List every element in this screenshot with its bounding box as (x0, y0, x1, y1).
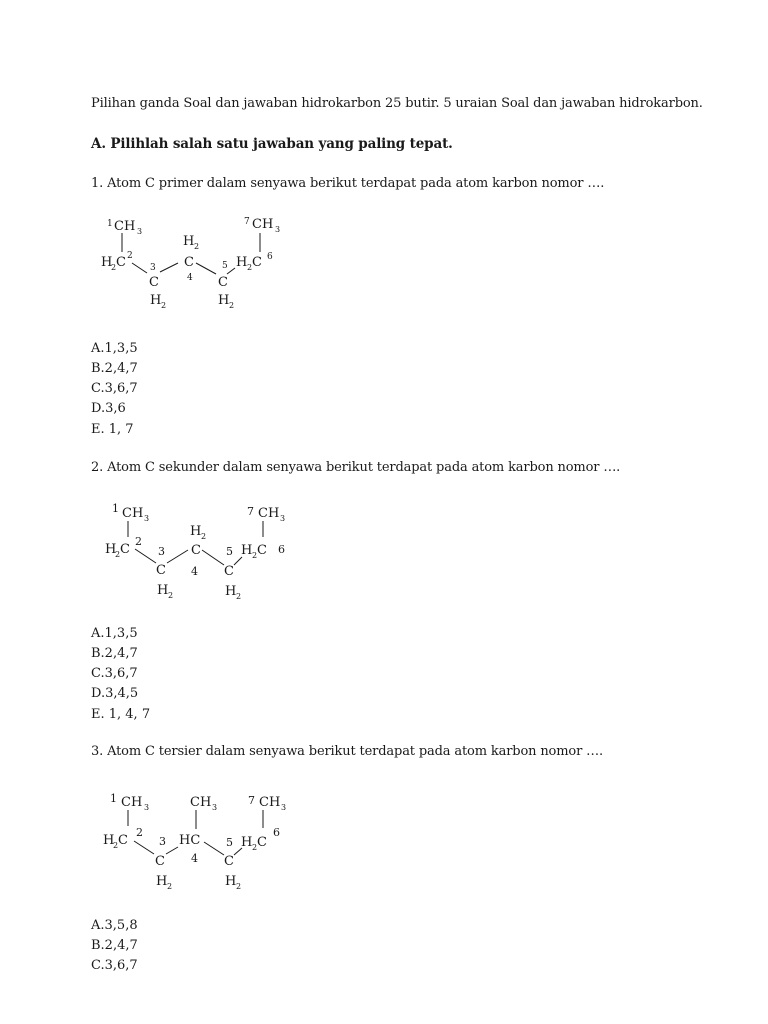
q2-option-b: B.2,4,7 (91, 646, 138, 661)
ch3-label-7: CH (258, 506, 280, 521)
q2-option-a: A.1,3,5 (91, 626, 138, 641)
c4-label: C (191, 543, 201, 558)
carbon-number-4: 4 (191, 565, 198, 578)
carbon-number-5: 5 (226, 836, 233, 849)
structure-diagram-q1 (95, 210, 295, 320)
c3-label: C (149, 275, 159, 290)
subscript-3: 3 (275, 225, 281, 234)
subscript-2: 2 (161, 301, 167, 310)
c4-label: C (184, 255, 194, 270)
h2c-c-label: C (120, 542, 130, 557)
question-1-text: 1. Atom C primer dalam senyawa berikut terdapat pada atom karbon nomor …. (91, 176, 605, 191)
subscript-2: 2 (229, 301, 235, 310)
subscript-2: 2 (113, 841, 119, 850)
question-3-text: 3. Atom C tersier dalam senyawa berikut terdapat pada atom karbon nomor …. (91, 744, 603, 759)
carbon-number-5: 5 (222, 261, 228, 271)
h2c-c-label: C (116, 255, 126, 270)
carbon-number-6: 6 (267, 252, 273, 262)
h2c-c-label: C (118, 833, 128, 848)
question-2-text: 2. Atom C sekunder dalam senyawa berikut terdapat pada atom karbon nomor …. (91, 460, 621, 475)
c5-label: C (224, 854, 234, 869)
subscript-2: 2 (111, 263, 117, 272)
carbon-number-1: 1 (110, 792, 117, 805)
subscript-2: 2 (115, 550, 121, 559)
subscript-3: 3 (144, 514, 150, 523)
subscript-2: 2 (252, 843, 258, 852)
h2-label-c3: H (150, 293, 162, 308)
h2-label-c5: H (225, 874, 237, 889)
c3-label: C (156, 563, 166, 578)
q3-option-b: B.2,4,7 (91, 938, 138, 953)
carbon-number-1: 1 (107, 219, 113, 229)
carbon-number-2: 2 (127, 251, 133, 261)
c5-label: C (218, 275, 228, 290)
bond (166, 847, 178, 854)
subscript-3: 3 (280, 514, 286, 523)
h2c-h-label: H (241, 835, 253, 850)
subscript-3: 3 (281, 803, 287, 812)
carbon-number-7: 7 (247, 505, 254, 518)
carbon-number-4: 4 (187, 273, 193, 283)
carbon-number-5: 5 (226, 545, 233, 558)
h2c-h-label: H (236, 255, 248, 270)
ch3-label-branch: CH (190, 795, 212, 810)
ch3-label-7: CH (259, 795, 281, 810)
structure-diagram-q3 (100, 786, 305, 896)
carbon-number-7: 7 (248, 794, 255, 807)
q3-option-a: A.3,5,8 (91, 918, 138, 933)
subscript-2: 2 (194, 242, 200, 251)
h2c-h-label: H (241, 543, 253, 558)
section-a-heading: A. Pilihlah salah satu jawaban yang paling tepat. (91, 136, 453, 152)
carbon-number-7: 7 (244, 217, 250, 227)
bond (135, 549, 156, 563)
h2c-c-label: C (252, 255, 262, 270)
h2-label-c4: H (183, 234, 195, 249)
carbon-number-6: 6 (278, 543, 285, 556)
subscript-2: 2 (168, 591, 174, 600)
q1-option-a: A.1,3,5 (91, 341, 138, 356)
h2-label-c5: H (225, 584, 237, 599)
ch3-label-1: CH (114, 219, 136, 234)
h2c-h-label: H (101, 255, 113, 270)
h2c-c-label: C (257, 835, 267, 850)
subscript-3: 3 (144, 803, 150, 812)
hc-label-c4: HC (179, 833, 201, 848)
bond (196, 263, 216, 274)
c3-label: C (155, 854, 165, 869)
q2-option-c: C.3,6,7 (91, 666, 138, 681)
h2-label-c4: H (190, 524, 202, 539)
q1-option-d: D.3,6 (91, 401, 126, 416)
c5-label: C (224, 564, 234, 579)
h2c-h-label: H (103, 833, 115, 848)
bond (227, 268, 235, 274)
h2c-h-label: H (105, 542, 117, 557)
subscript-2: 2 (236, 882, 242, 891)
carbon-number-3: 3 (159, 835, 166, 848)
structure-diagram-q2 (100, 497, 300, 607)
h2-label-c3: H (156, 874, 168, 889)
bond (234, 557, 242, 565)
q2-option-e: E. 1, 4, 7 (91, 707, 151, 722)
ch3-label-7: CH (252, 217, 274, 232)
carbon-number-2: 2 (136, 826, 143, 839)
h2c-c-label: C (257, 543, 267, 558)
subscript-2: 2 (236, 592, 242, 601)
subscript-2: 2 (252, 551, 258, 560)
ch3-label-1: CH (121, 795, 143, 810)
bond (202, 550, 224, 565)
q1-option-c: C.3,6,7 (91, 381, 138, 396)
q2-option-d: D.3,4,5 (91, 686, 139, 701)
bond (204, 842, 224, 855)
carbon-number-4: 4 (191, 852, 198, 865)
q3-option-c: C.3,6,7 (91, 958, 138, 973)
bond (167, 550, 188, 563)
bond (132, 263, 147, 273)
subscript-3: 3 (212, 803, 218, 812)
subscript-2: 2 (167, 882, 173, 891)
carbon-number-6: 6 (273, 826, 280, 839)
carbon-number-3: 3 (150, 263, 156, 273)
bond (134, 841, 154, 854)
q1-option-e: E. 1, 7 (91, 422, 134, 437)
h2-label-c5: H (218, 293, 230, 308)
carbon-number-2: 2 (135, 535, 142, 548)
h2-label-c3: H (157, 583, 169, 598)
carbon-number-3: 3 (158, 545, 165, 558)
q1-option-b: B.2,4,7 (91, 361, 138, 376)
carbon-number-1: 1 (112, 502, 119, 515)
ch3-label-1: CH (122, 506, 144, 521)
subscript-3: 3 (137, 227, 143, 236)
subscript-2: 2 (247, 263, 253, 272)
intro-text: Pilihan ganda Soal dan jawaban hidrokarbon 25 butir. 5 uraian Soal dan jawaban hidrokarbon. (91, 96, 703, 111)
subscript-2: 2 (201, 532, 207, 541)
bond (160, 263, 178, 272)
